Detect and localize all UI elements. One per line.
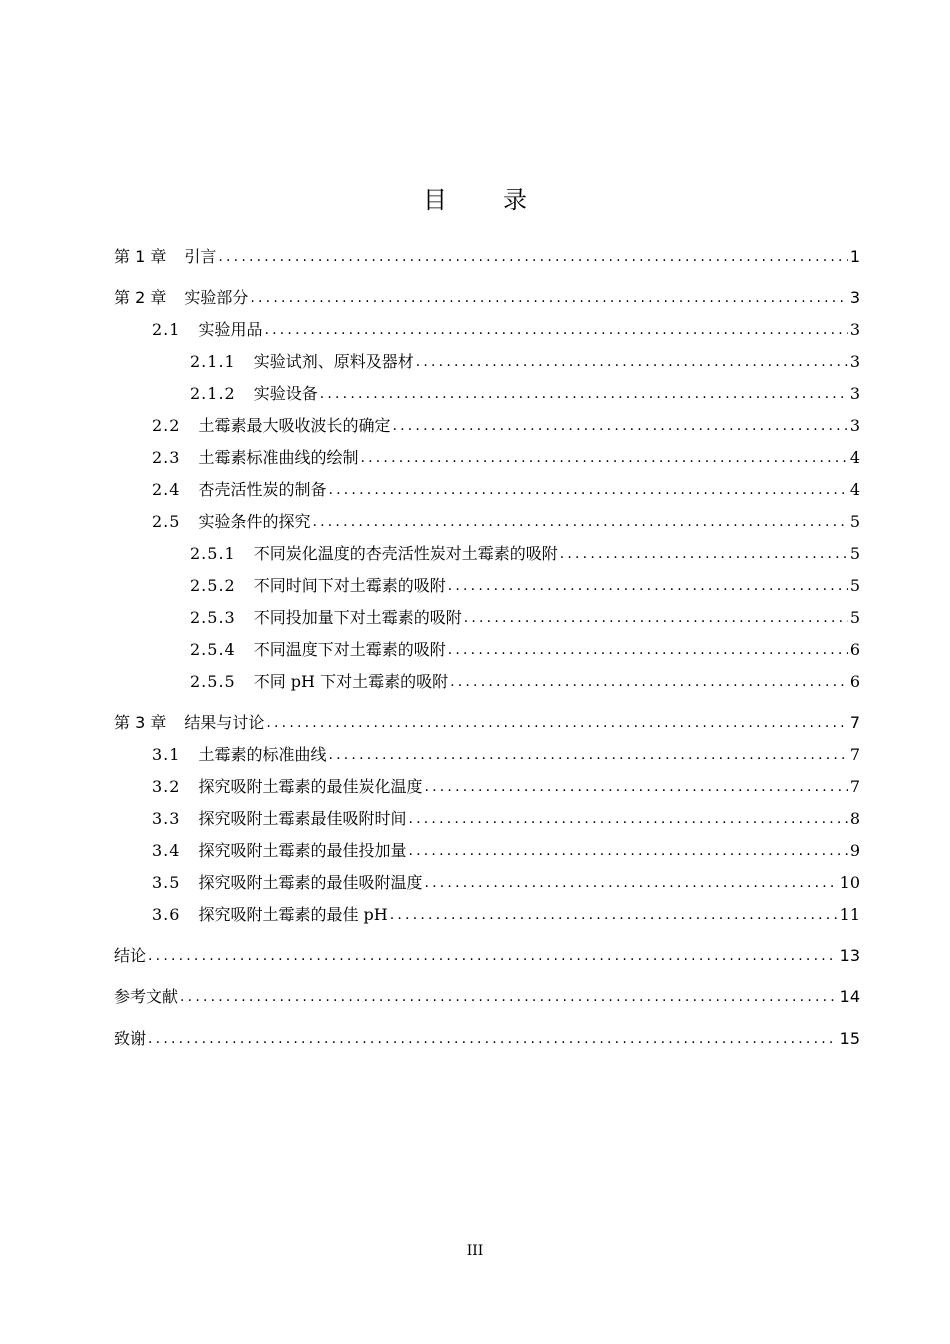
toc-entry-page: 10 [839, 873, 860, 892]
toc-entry-page: 7 [849, 713, 860, 732]
toc-entry-label: 引言 [184, 247, 217, 266]
toc-entry-number: 2.4 [152, 480, 181, 499]
toc-leader-dots [408, 807, 847, 831]
toc-entry-page: 7 [849, 777, 860, 796]
toc-leader-dots [560, 542, 848, 566]
toc-entry-label: 土霉素的标准曲线 [198, 745, 327, 764]
toc-leader-dots [392, 414, 847, 438]
toc-entry-number: 2.5.5 [190, 672, 236, 691]
toc-entry[interactable] [114, 839, 860, 863]
toc-entry-number: 3.3 [152, 809, 181, 828]
toc-entry-label: 实验条件的探究 [198, 512, 311, 531]
toc-leader-dots [328, 743, 847, 767]
toc-entry-number: 第 2 章 [114, 288, 167, 307]
toc-entry-number: 2.2 [152, 416, 181, 435]
toc-entry-number: 3.1 [152, 745, 181, 764]
toc-entry-label: 探究吸附土霉素最佳吸附时间 [198, 809, 407, 828]
toc-entry-number: 2.5.1 [190, 544, 236, 563]
toc-entry-page: 5 [849, 576, 860, 595]
toc-entry-number: 3.5 [152, 873, 181, 892]
toc-entry-page: 6 [849, 640, 860, 659]
toc-leader-dots [360, 446, 847, 470]
toc-leader-dots [320, 382, 848, 406]
toc-entry-label: 实验用品 [198, 320, 263, 339]
toc-entry-page: 6 [849, 672, 860, 691]
toc-entry-number: 2.1 [152, 320, 181, 339]
toc-entry-label: 探究吸附土霉素的最佳投加量 [198, 841, 407, 860]
toc-entry-page: 3 [849, 288, 860, 307]
toc-entry-label: 不同温度下对土霉素的吸附 [253, 640, 446, 659]
toc-entry[interactable] [114, 743, 860, 767]
toc-entry-label: 不同投加量下对土霉素的吸附 [253, 608, 462, 627]
toc-entry[interactable] [114, 478, 860, 502]
toc-entry-label: 致谢 [114, 1029, 147, 1048]
toc-entry-page: 13 [839, 946, 860, 965]
toc-entry[interactable] [114, 446, 860, 470]
toc-entry-label: 结果与讨论 [184, 713, 265, 732]
toc-entry-label: 不同时间下对土霉素的吸附 [253, 576, 446, 595]
toc-entry-number: 2.5.2 [190, 576, 236, 595]
toc-entry-page: 4 [849, 448, 860, 467]
toc-entry-page: 5 [849, 512, 860, 531]
toc-entry[interactable] [114, 542, 860, 566]
toc-leader-dots [312, 510, 847, 534]
toc-leader-dots [464, 606, 848, 630]
toc-entry[interactable] [114, 711, 860, 735]
toc-entry[interactable] [114, 318, 860, 342]
toc-entry[interactable] [114, 944, 860, 968]
toc-entry-page: 5 [849, 544, 860, 563]
toc-entry-number: 3.4 [152, 841, 181, 860]
toc-entry-label: 结论 [114, 946, 147, 965]
toc-entry[interactable] [114, 574, 860, 598]
toc-entry-label: 杏壳活性炭的制备 [198, 480, 327, 499]
toc-leader-dots [390, 903, 838, 927]
toc-entry-label: 土霉素最大吸收波长的确定 [198, 416, 391, 435]
toc-entry[interactable] [114, 1027, 860, 1051]
toc-entry-page: 4 [849, 480, 860, 499]
toc-entry-page: 3 [849, 384, 860, 403]
toc-entry-page: 7 [849, 745, 860, 764]
toc-entry[interactable] [114, 638, 860, 662]
toc-entry-number: 2.5.3 [190, 608, 236, 627]
toc-entry-number: 2.1.2 [190, 384, 236, 403]
toc-title-char-1: 目 [423, 186, 447, 214]
toc-entry-page: 8 [849, 809, 860, 828]
toc-entry-label: 参考文献 [114, 987, 179, 1006]
toc-entry[interactable] [114, 807, 860, 831]
toc-leader-dots [148, 944, 838, 968]
toc-entry-number: 3.2 [152, 777, 181, 796]
toc-entry[interactable] [114, 414, 860, 438]
toc-leader-dots [250, 286, 847, 310]
toc-leader-dots [266, 711, 847, 735]
toc-entry-page: 3 [849, 320, 860, 339]
toc-entry-page: 9 [849, 841, 860, 860]
toc-leader-dots [328, 478, 847, 502]
toc-title-char-2: 录 [503, 186, 527, 214]
toc-entry-label: 实验部分 [184, 288, 249, 307]
toc-title [0, 180, 950, 215]
toc-entry-label: 探究吸附土霉素的最佳 pH [198, 905, 388, 924]
toc-entry-number: 2.3 [152, 448, 181, 467]
toc-leader-dots [450, 670, 848, 694]
toc-entry-page: 1 [849, 247, 860, 266]
toc-leader-dots [408, 839, 847, 863]
toc-entry-page: 15 [839, 1029, 860, 1048]
toc-entry-label: 不同炭化温度的杏壳活性炭对土霉素的吸附 [253, 544, 558, 563]
toc-entry[interactable] [114, 606, 860, 630]
toc-leader-dots [180, 985, 838, 1009]
toc-entry[interactable] [114, 286, 860, 310]
toc-entry-number: 2.5.4 [190, 640, 236, 659]
toc-entry[interactable] [114, 670, 860, 694]
toc-entry-label: 探究吸附土霉素的最佳吸附温度 [198, 873, 423, 892]
toc-entry-number: 第 1 章 [114, 247, 167, 266]
toc-entry[interactable] [114, 245, 860, 269]
toc-entry-number: 第 3 章 [114, 713, 167, 732]
toc-leader-dots [218, 245, 847, 269]
toc-leader-dots [148, 1027, 838, 1051]
toc-entry-number: 2.5 [152, 512, 181, 531]
toc-entry[interactable] [114, 510, 860, 534]
toc-leader-dots [424, 775, 847, 799]
toc-entry-label: 实验设备 [253, 384, 318, 403]
toc-entry[interactable] [114, 903, 860, 927]
toc-entry-label: 土霉素标准曲线的绘制 [198, 448, 359, 467]
toc-entry-page: 3 [849, 352, 860, 371]
toc-entry[interactable] [114, 382, 860, 406]
page-number: III [466, 1243, 484, 1259]
toc-entry-label: 实验试剂、原料及器材 [253, 352, 414, 371]
toc-entry-label: 不同 pH 下对土霉素的吸附 [253, 672, 449, 691]
toc-entry[interactable] [114, 871, 860, 895]
toc-entry-page: 3 [849, 416, 860, 435]
toc-entry[interactable] [114, 350, 860, 374]
toc-leader-dots [416, 350, 848, 374]
toc-entry-page: 5 [849, 608, 860, 627]
toc-leader-dots [448, 574, 848, 598]
toc-leader-dots [424, 871, 837, 895]
toc-entry[interactable] [114, 985, 860, 1009]
toc-entry-page: 14 [839, 987, 860, 1006]
toc-leader-dots [264, 318, 847, 342]
toc-entry-number: 2.1.1 [190, 352, 236, 371]
toc-entry-number: 3.6 [152, 905, 181, 924]
toc-entry[interactable] [114, 775, 860, 799]
toc-leader-dots [448, 638, 848, 662]
toc-entry-page: 11 [839, 905, 860, 924]
toc-entry-label: 探究吸附土霉素的最佳炭化温度 [198, 777, 423, 796]
